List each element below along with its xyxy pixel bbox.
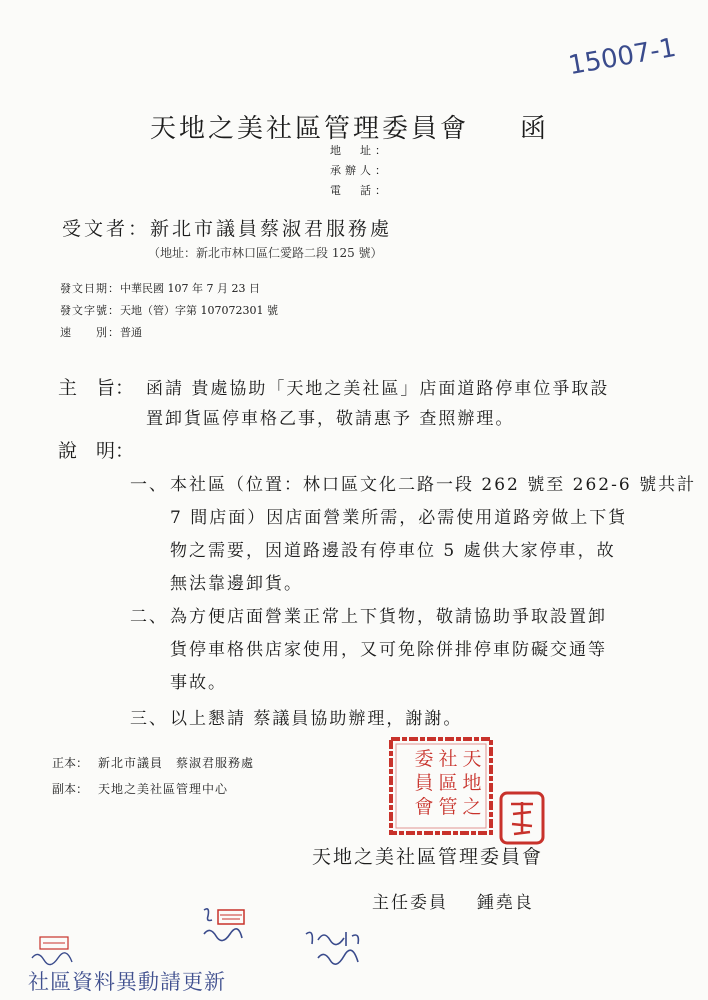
item-1-line-4: 無法靠邊卸貨。 [170, 574, 303, 594]
svg-text:社: 社 [438, 748, 458, 770]
original-label: 正本： [52, 756, 89, 770]
issue-number-label: 發文字號： [60, 304, 120, 317]
document-type: 函 [520, 114, 547, 144]
speed-row [60, 324, 142, 340]
personal-seal [498, 790, 546, 846]
svg-text:管: 管 [438, 796, 458, 818]
item-3-number: 三、 [130, 709, 168, 729]
handwritten-note-2 [300, 926, 370, 970]
handwritten-note-3 [28, 934, 84, 968]
phone-label: 電 話： [330, 184, 390, 197]
recipient-name: 新北市議員蔡淑君服務處 [150, 218, 393, 240]
handler-label: 承辦人： [330, 164, 390, 177]
issue-date: 中華民國 107 年 7 月 23 日 [120, 282, 260, 295]
svg-text:員: 員 [414, 772, 434, 794]
letter-title: 天地之美社區管理委員會 [150, 114, 470, 144]
handwritten-note-1 [196, 904, 258, 948]
signature-name: 鍾堯良 [476, 893, 534, 913]
original-recipient-row [52, 754, 254, 771]
handwritten-reference-number: 15007-1 [566, 32, 679, 82]
update-notice-stamp: 社區資料異動請更新 [28, 970, 226, 994]
signature-organization: 天地之美社區管理委員會 [312, 846, 544, 868]
address-label: 地 址： [330, 144, 390, 157]
copy-recipient-row [52, 780, 228, 797]
speed-label: 速 別： [60, 326, 120, 339]
recipient-address: （地址：新北市林口區仁愛路二段 125 號） [148, 246, 383, 260]
svg-text:之: 之 [462, 796, 482, 818]
subject-label: 主 旨： [58, 377, 135, 399]
issue-date-label: 發文日期： [60, 282, 120, 295]
issue-date-row [60, 280, 260, 296]
item-1-line-3: 物之需要，因道路邊設有停車位 5 處供大家停車，故 [170, 541, 616, 561]
explanation-label: 說 明： [58, 440, 135, 462]
speed-value: 普通 [120, 326, 142, 339]
item-3-line-1: 以上懇請 蔡議員協助辦理，謝謝。 [170, 709, 463, 729]
original-recipient: 新北市議員 蔡淑君服務處 [98, 756, 255, 770]
signature-person [372, 888, 534, 913]
official-seal [388, 736, 494, 836]
subject-line-2: 置卸貨區停車格乙事，敬請惠予 查照辦理。 [146, 409, 515, 429]
recipient-label: 受文者： [62, 218, 151, 240]
item-1-number: 一、 [130, 475, 168, 495]
issue-number-row [60, 302, 278, 318]
item-2-line-2: 貨停車格供店家使用，又可免除併排停車防礙交通等 [170, 640, 607, 660]
svg-text:地: 地 [462, 772, 482, 794]
item-2-line-3: 事故。 [170, 673, 227, 693]
subject-line-1: 函請 貴處協助「天地之美社區」店面道路停車位爭取設 [146, 379, 610, 399]
svg-text:會: 會 [414, 796, 434, 818]
copy-label: 副本： [52, 782, 89, 796]
item-2-line-1: 為方便店面營業正常上下貨物，敬請協助爭取設置卸 [170, 607, 607, 627]
copy-recipient: 天地之美社區管理中心 [98, 782, 229, 796]
svg-text:天: 天 [462, 748, 482, 770]
item-1-line-2: 7 間店面）因店面營業所需，必需使用道路旁做上下貨 [170, 508, 628, 528]
signature-title: 主任委員 [372, 893, 448, 913]
item-2-number: 二、 [130, 607, 168, 627]
svg-text:委: 委 [414, 748, 434, 770]
item-1-line-1: 本社區（位置：林口區文化二路一段 262 號至 262-6 號共計 [170, 475, 697, 495]
issue-number: 天地（管）字第 107072301 號 [120, 304, 278, 317]
svg-text:區: 區 [438, 772, 458, 794]
